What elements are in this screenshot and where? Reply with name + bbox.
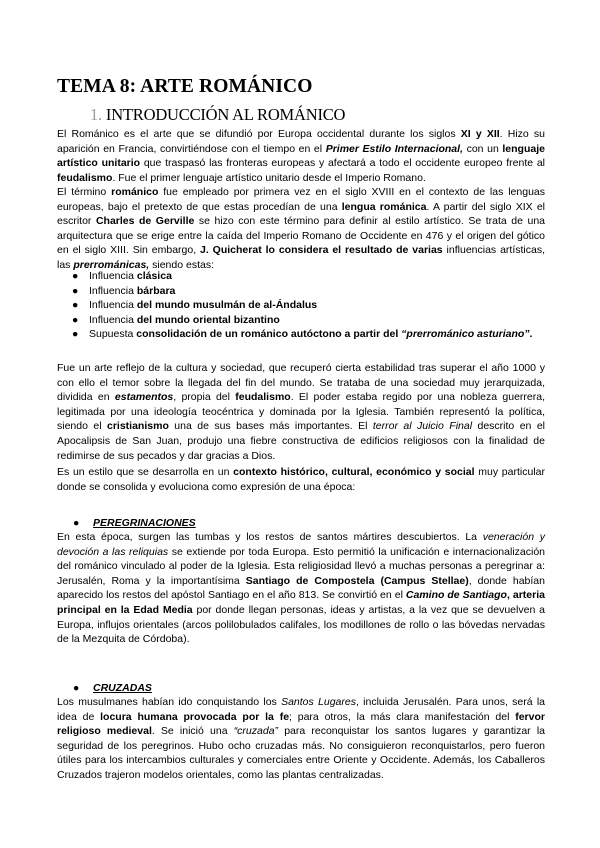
section-number: 1. [90,105,102,124]
section-heading [90,105,345,125]
page-title: TEMA 8: ARTE ROMÁNICO [57,76,313,97]
peregrinaciones-heading: ● PEREGRINACIONES [73,517,196,529]
list-item: ● Influencia del mundo oriental bizantino [72,313,280,326]
context-paragraph: Es un estilo que se desarrolla en un contexto histórico, cultural, económico y social muy particular donde se consolida y evoluciona como expresión de una época: [57,466,545,493]
section-title: INTRODUCCIÓN AL ROMÁNICO [105,105,346,124]
cruzadas-paragraph: Los musulmanes habían ido conquistando los Santos Lugares, incluida Jerusalén. Para unos, será la idea de locura humana provocada por la fe; para otros, la más clara manifestación del fervor religioso medieval. Se inició una “cruzada” para reconquistar los santos lugares y garantizar la seguridad de los peregrinos. Hubo ocho cruzadas más. No consiguieron reconquistarlos, pero fueron útiles para los intercambios culturales y comerciales entre Oriente y Occidente. Además, los Caballeros Cruzados trajeron modelos orientales, como las plantas centralizadas. [57,696,545,781]
list-item: ● Influencia del mundo musulmán de al-Ándalus [72,299,318,312]
reflection-paragraph: Fue un arte reflejo de la cultura y sociedad, que recuperó cierta estabilidad tras superar el año 1000 y con ello el temor sobre la llegada del fin del mundo. Se trataba de una sociedad muy jerarquizada, dividida en estamentos, propia del feudalismo. El poder estaba regido por una nobleza guerrera, legitimada por una ideología teocéntrica y dominada por la Iglesia. También representó la política, siendo el cristianismo una de sus bases más importantes. El terror al Juicio Final descrito en el Apocalipsis de San Juan, produjo una fiebre constructiva de edificios religiosos con la finalidad de redimirse de sus pecados y dar gracias a Dios. [57,362,545,462]
term-paragraph: El término románico fue empleado por primera vez en el siglo XVIII en el contexto de las lenguas europeas, bajo el pretexto de que estas procedían de una lengua románica. A partir del siglo XIX el escritor Charles de Gerville se hizo con este término para definir al estilo artístico. Se trata de una arquitectura que se erige entre la caída del Imperio Romano de Occidente en 476 y el origen del gótico en el siglo XIII. Sin embargo, J. Quicherat lo considera el resultado de varias influencias artísticas, las prerrománicas, siendo estas: [57,186,545,271]
intro-paragraph: El Románico es el arte que se difundió por Europa occidental durante los siglos XI y XII. Hizo su aparición en Francia, convirtiéndose con el tiempo en el Primer Estilo Internacional, con un lenguaje artístico unitario que traspasó las fronteras europeas y afectará a todo el occidente europeo frente al feudalismo. Fue el primer lenguaje artístico unitario desde el Imperio Romano. [57,128,546,184]
list-item: ● Influencia bárbara [72,284,176,297]
influences-list [57,269,545,342]
list-item: ● Influencia clásica [72,270,172,282]
list-item: ● Supuesta consolidación de un románico autóctono a partir del “prerrománico asturiano”. [72,328,533,341]
cruzadas-heading: ● CRUZADAS [73,682,152,694]
peregrinaciones-paragraph: En esta época, surgen las tumbas y los restos de santos mártires descubiertos. La veneración y devoción a las reliquias se extiende por toda Europa. Esto permitió la unificación e internacionalización del románico vinculado al poder de la Iglesia. Esta religiosidad llevó a muchas personas a peregrinar a: Jerusalén, Roma y la importantísima Santiago de Compostela (Campus Stellae), donde habían aparecido los restos del apóstol Santiago en el año 813. Se convirtió en el Camino de Santiago, arteria principal en la Edad Media por donde llegan personas, ideas y artistas, a la vez que se devuelven a Europa, influjos orientales (arcos polilobulados califales, los modillones de rollo o las bóvedas nervadas de la Mezquita de Córdoba). [57,531,546,646]
